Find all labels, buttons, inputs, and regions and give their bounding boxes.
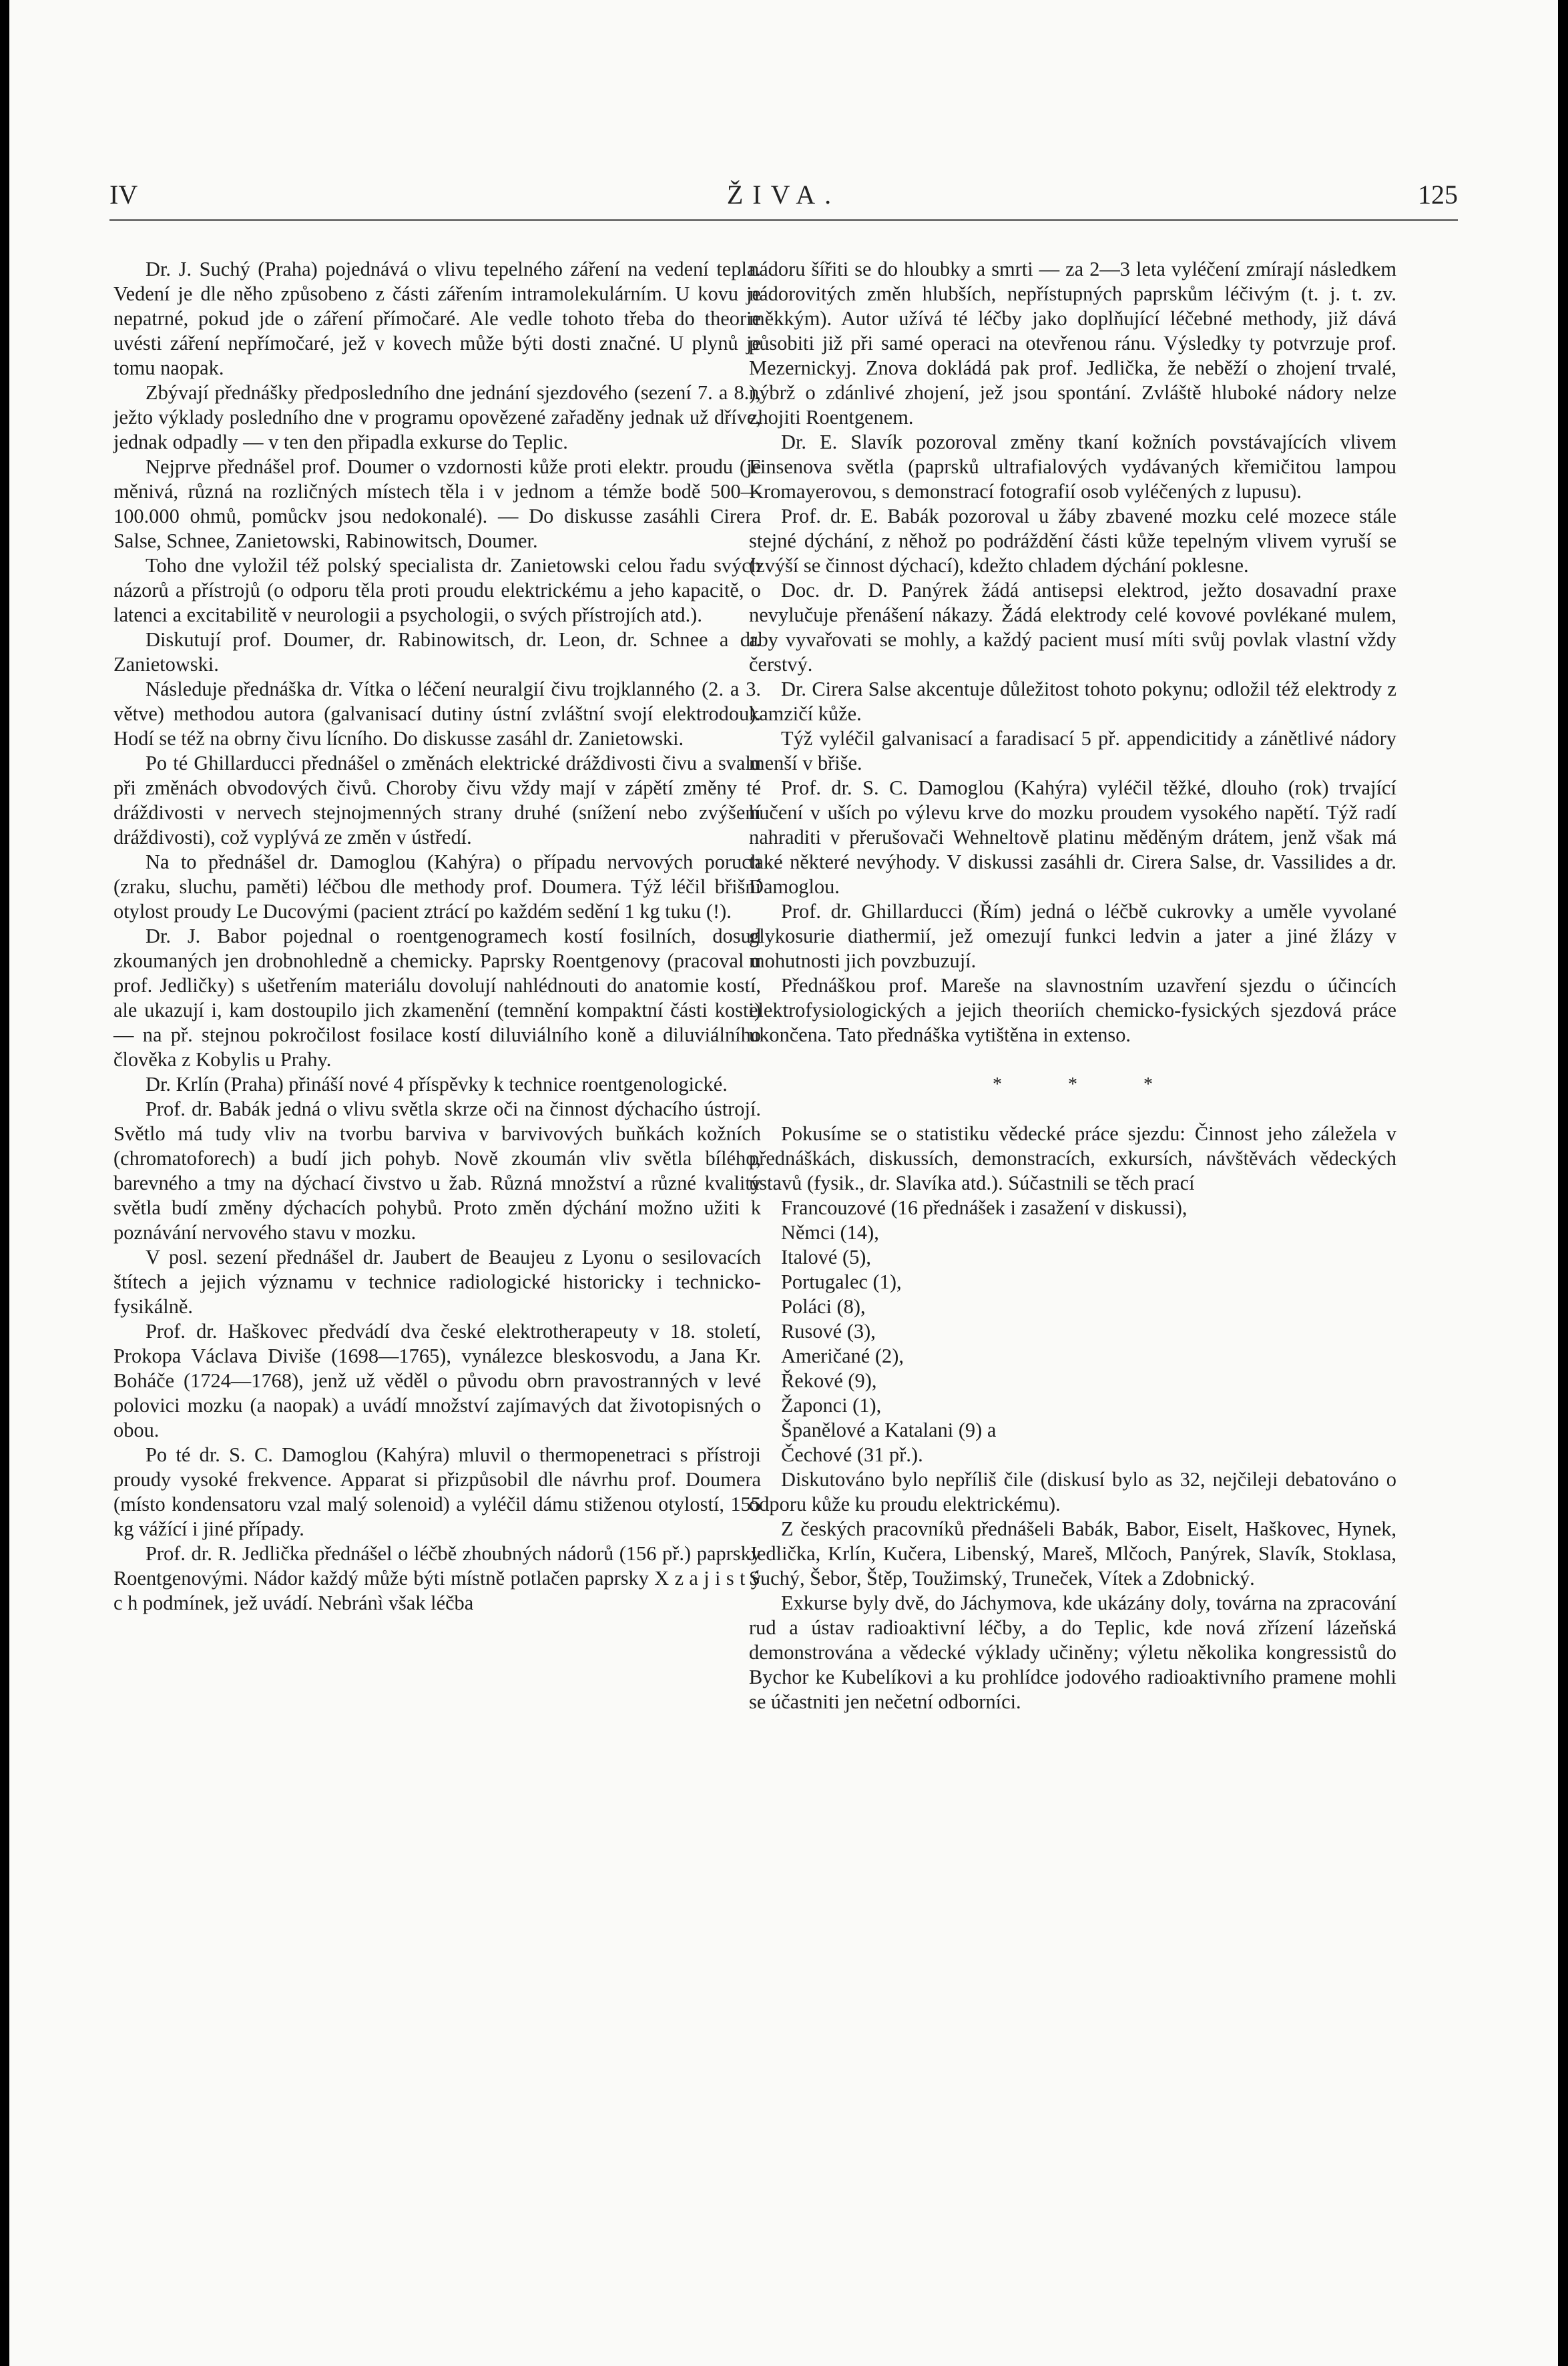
list-item: Rusové (3), xyxy=(781,1320,876,1343)
paragraph-discussion: Diskutováno bylo nepříliš čile (diskusí bylo as 32, nejčileji debatováno o odporu kůže ku proudu elektrickému). xyxy=(749,1468,1396,1515)
list-item: Poláci (8), xyxy=(781,1295,866,1318)
section-separator: * * * xyxy=(993,1074,1184,1095)
paragraph-mares: Přednáškou prof. Mareše na slavnostním uzavření sjezdu o účincích elektrofysiologických a jejich theoriích chemicko-fysických sjezdová práce ukončena. Tato přednáška vytištěna in extenso. xyxy=(749,974,1396,1046)
list-item: Portugalec (1), xyxy=(781,1270,902,1293)
left-column xyxy=(113,257,761,1616)
paragraph-zanietowski: Toho dne vyložil též polský specialista dr. Zanietowski celou řadu svých názorů a přístrojů (o odporu těla proti proudu elektrickému a jeho kapacitě, o latenci a excitabilitě v neurologii a psychologii, o svých přístrojích atd.). xyxy=(113,554,761,626)
header-rule xyxy=(109,219,1458,221)
paragraph-krlin: Dr. Krlín (Praha) přináší nové 4 příspěvky k technice roentgenologické. xyxy=(146,1073,728,1096)
journal-title: ŽIVA. xyxy=(726,180,841,210)
list-item: Francouzové (16 přednášek i zasažení v diskussi), xyxy=(781,1196,1188,1219)
paragraph-cirera: Dr. Cirera Salse akcentuje důležitost tohoto pokynu; odložil též elektrody z kamzičí kůže. xyxy=(749,678,1396,725)
paragraph-panyrek: Doc. dr. D. Panýrek žádá antisepsi elektrod, ježto dosavadní praxe nevylučuje přenášení nákazy. Žádá elektrody celé kovové povlékané mulem, aby vyvařovati se mohly, a každý pacient musí míti svůj povlak vlastní vždy čerstvý. xyxy=(749,579,1396,676)
paragraph-damoglou: Na to přednášel dr. Damoglou (Kahýra) o případu nervových poruch (zraku, sluchu, paměti) léčbou dle methody prof. Doumera. Týž léčil břišní otylost proudy Le Ducovými (pacient ztrácí po každém sedění 1 kg tuku (!). xyxy=(113,851,761,923)
paragraph-babor: Dr. J. Babor pojednal o roentgenogramech kostí fosilních, dosud zkoumaných jen drobnohledně a chemicky. Paprsky Roentgenovy (pracoval u prof. Jedličky) s ušetřením materiálu dovolují nahlédnouti do anatomie kostí, ale ukazují i, kam dostoupilo jich zkamenění (temnění kompaktní části kosti) — na př. stejnou pokročilost fosilace kostí diluviálního koně a diluviálního člověka z Kobylis u Prahy. xyxy=(113,925,761,1071)
paragraph-czech-workers: Z českých pracovníků přednášeli Babák, Babor, Eiselt, Haškovec, Hynek, Jedlička, Krlín, Kučera, Libenský, Mareš, Mlčoch, Panýrek, Slavík, Stoklasa, Suchý, Šebor, Štěp, Toužimský, Truneček, Vítek a Zdobnický. xyxy=(749,1517,1396,1590)
paragraph-jedlicka-cont: nádoru šířiti se do hloubky a smrti — za 2—3 leta vyléčení zmírají následkem nádorovitých změn hlubších, nepřístupných paprskům léčivým (t. j. t. zv. měkkým). Autor užívá té léčby jako doplňující léčebné methody, již dává působiti již při samé operaci na otevřenou ránu. Výsledky ty potvrzuje prof. Mezernickyj. Znova dokládá pak prof. Jedlička, že neběží o zhojení trvalé, nýbrž o zdánlivé zhojení, jež jsou spontání. Zvláště hluboké nádory nelze zhojiti Roentgenem. xyxy=(749,258,1396,429)
list-item: Čechové (31 př.). xyxy=(781,1443,923,1466)
volume-number: IV xyxy=(109,180,138,210)
paragraph-discussants: Diskutují prof. Doumer, dr. Rabinowitsch, dr. Leon, dr. Schnee a dr. Zanietowski. xyxy=(113,628,761,676)
paragraph-doumer: Nejprve přednášel prof. Doumer o vzdornosti kůže proti elektr. proudu (je měnivá, různá na rozličných místech těla i v jednom a témže bodě 500—100.000 ohmů, pomůckv jsou nedokonalé). — Do diskusse zasáhli Cirera Salse, Schnee, Zanietowski, Rabinowitsch, Doumer. xyxy=(113,455,761,552)
paragraph-babak: Prof. dr. Babák jedná o vlivu světla skrze oči na činnost dýchacího ústrojí. Světlo má tudy vliv na tvorbu barviva v barvivových buňkách kožních (chromatoforech) a budí jich pohyb. Nově zkoumán vliv světla bílého, barevného a tmy na dýchací čivstvo u žab. Různá množství a různé kvality světla budí změny dýchacích pohybů. Proto změn dýchání možno užiti k poznávání nervového stavu v mozku. xyxy=(113,1098,761,1244)
paragraph-jedlicka: Prof. dr. R. Jedlička přednášel o léčbě zhoubných nádorů (156 př.) paprsky Roentgenovými. Nádor každý může býti místně potlačen paprsky X z a j i s t ý c h podmínek, jež uvádí. Nebránì však léčba xyxy=(113,1542,761,1614)
journal-page xyxy=(9,0,1558,2366)
list-item: Španělové a Katalani (9) a xyxy=(781,1419,997,1441)
paragraph-ghillarducci: Po té Ghillarducci přednášel o změnách elektrické dráždivosti čivu a svalu při změnách obvodových čivů. Choroby čivu vždy mají v zápětí změny té dráždivosti v nervech stejnojmenných strany druhé (snížení nebo zvýšení dráždivosti), což vyplývá ze změn v ústředí. xyxy=(113,752,761,849)
paragraph-remaining-lectures: Zbývají přednášky předposledního dne jednání sjezdového (sezení 7. a 8.), ježto výklady posledního dne v programu opovězené zařaděny jednak už dříve, jednak odpadly — v ten den připadla exkurse do Teplic. xyxy=(113,381,761,453)
right-column xyxy=(749,257,1396,1714)
running-head xyxy=(109,179,1458,214)
paragraph-damoglou-2: Prof. dr. S. C. Damoglou (Kahýra) vyléčil těžké, dlouho (rok) trvající hučení v uších po výlevu krve do mozku proudem vysokého napětí. Týž radí nahraditi v přerušovači Wehneltově platinu měděným drátem, jenž však má také některé nevýhody. V diskussi zasáhli dr. Cirera Salse, dr. Vassilides a dr. Damoglou. xyxy=(749,776,1396,898)
paragraph-slavik: Dr. E. Slavík pozoroval změny tkaní kožních povstávajících vlivem Finsenova světla (paprsků ultrafialových vydávaných křemičitou lampou Kromayerovou, s demonstrací fotografií osob vyléčených z lupusu). xyxy=(749,431,1396,503)
paragraph-vitek: Následuje přednáška dr. Vítka o léčení neuralgií čivu trojklanného (2. a 3. větve) methodou autora (galvanisací dutiny ústní zvláštní svojí elektrodou). Hodí se též na obrny čivu lícního. Do diskusse zasáhl dr. Zanietowski. xyxy=(113,678,761,750)
paragraph-excursions: Exkurse byly dvě, do Jáchymova, kde ukázány doly, továrna na zpracování rud a ústav radioaktivní léčby, a do Teplic, kde nová zřízení lázeňská demonstrována a vědecké výklady učiněny; výletu několika kongressistů do Bychor ke Kubelíkovi a ku prohlídce jodového radioaktivního pramene mohli se účastniti jen nečetní odborníci. xyxy=(749,1592,1396,1713)
paragraph-suchy: Dr. J. Suchý (Praha) pojednává o vlivu tepelného záření na vedení tepla. Vedení je dle něho způsobeno z části zářením intramolekulárním. U kovu je nepatrné, pokud jde o záření přímočaré. Ale vedle tohoto třeba do theorie uvésti záření nepřímočaré, jež v kovech může býti dosti značné. U plynů je tomu naopak. xyxy=(113,258,761,379)
list-item: Američané (2), xyxy=(781,1345,904,1367)
list-item: Němci (14), xyxy=(781,1221,879,1244)
nations-list xyxy=(749,1196,1396,1467)
paragraph-damoglou-thermo: Po té dr. S. C. Damoglou (Kahýra) mluvil o thermopenetraci s přístroji proudy vysoké frekvence. Apparat si přizpůsobil dle návrhu prof. Doumera (místo kondensatoru vzal malý solenoid) a vyléčil dámu stiženou otylostí, 155 kg vážící i jiné případy. xyxy=(113,1443,761,1540)
paragraph-babak-2: Prof. dr. E. Babák pozoroval u žáby zbavené mozku celé mozece stále stejné dýchání, z něhož po podráždění části kůže tepelným vlivem vyruší se (zvýší se činnost dýchací), kdežto chladem dýchání poklesne. xyxy=(749,505,1396,577)
paragraph-tyz: Týž vyléčil galvanisací a faradisací 5 př. appendicitidy a zánětlivé nádory menší v břiše. xyxy=(749,727,1396,774)
list-item: Řekové (9), xyxy=(781,1369,877,1392)
list-item: Žaponci (1), xyxy=(781,1394,882,1417)
page-number: 125 xyxy=(1418,180,1458,210)
list-item: Italové (5), xyxy=(781,1246,872,1268)
paragraph-jaubert: V posl. sezení přednášel dr. Jaubert de Beaujeu z Lyonu o sesilovacích štítech a jejich významu v technice radiologické historicky i technicko-fysikálně. xyxy=(113,1246,761,1318)
paragraph-ghillarducci-2: Prof. dr. Ghillarducci (Řím) jedná o léčbě cukrovky a uměle vyvolané glykosurie diathermií, jež omezují funkci ledvin a jater a jiné žlázy v mohutnosti jich povzbuzují. xyxy=(749,900,1396,972)
paragraph-haskovec: Prof. dr. Haškovec předvádí dva české elektrotherapeuty v 18. století, Prokopa Václava Diviše (1698—1765), vynálezce bleskosvodu, a Jana Kr. Boháče (1724—1768), jenž už věděl o původu obrn pravostranných v levé polovici mozku (a naopak) a uvádí množství zajímavých dat životopisných o obou. xyxy=(113,1320,761,1441)
paragraph-statistics: Pokusíme se o statistiku vědecké práce sjezdu: Činnost jeho záležela v přednáškách, diskussích, demonstracích, exkursích, návštěvách vědeckých ústavů (fysik., dr. Slavíka atd.). Súčastnili se těch prací xyxy=(749,1122,1396,1194)
